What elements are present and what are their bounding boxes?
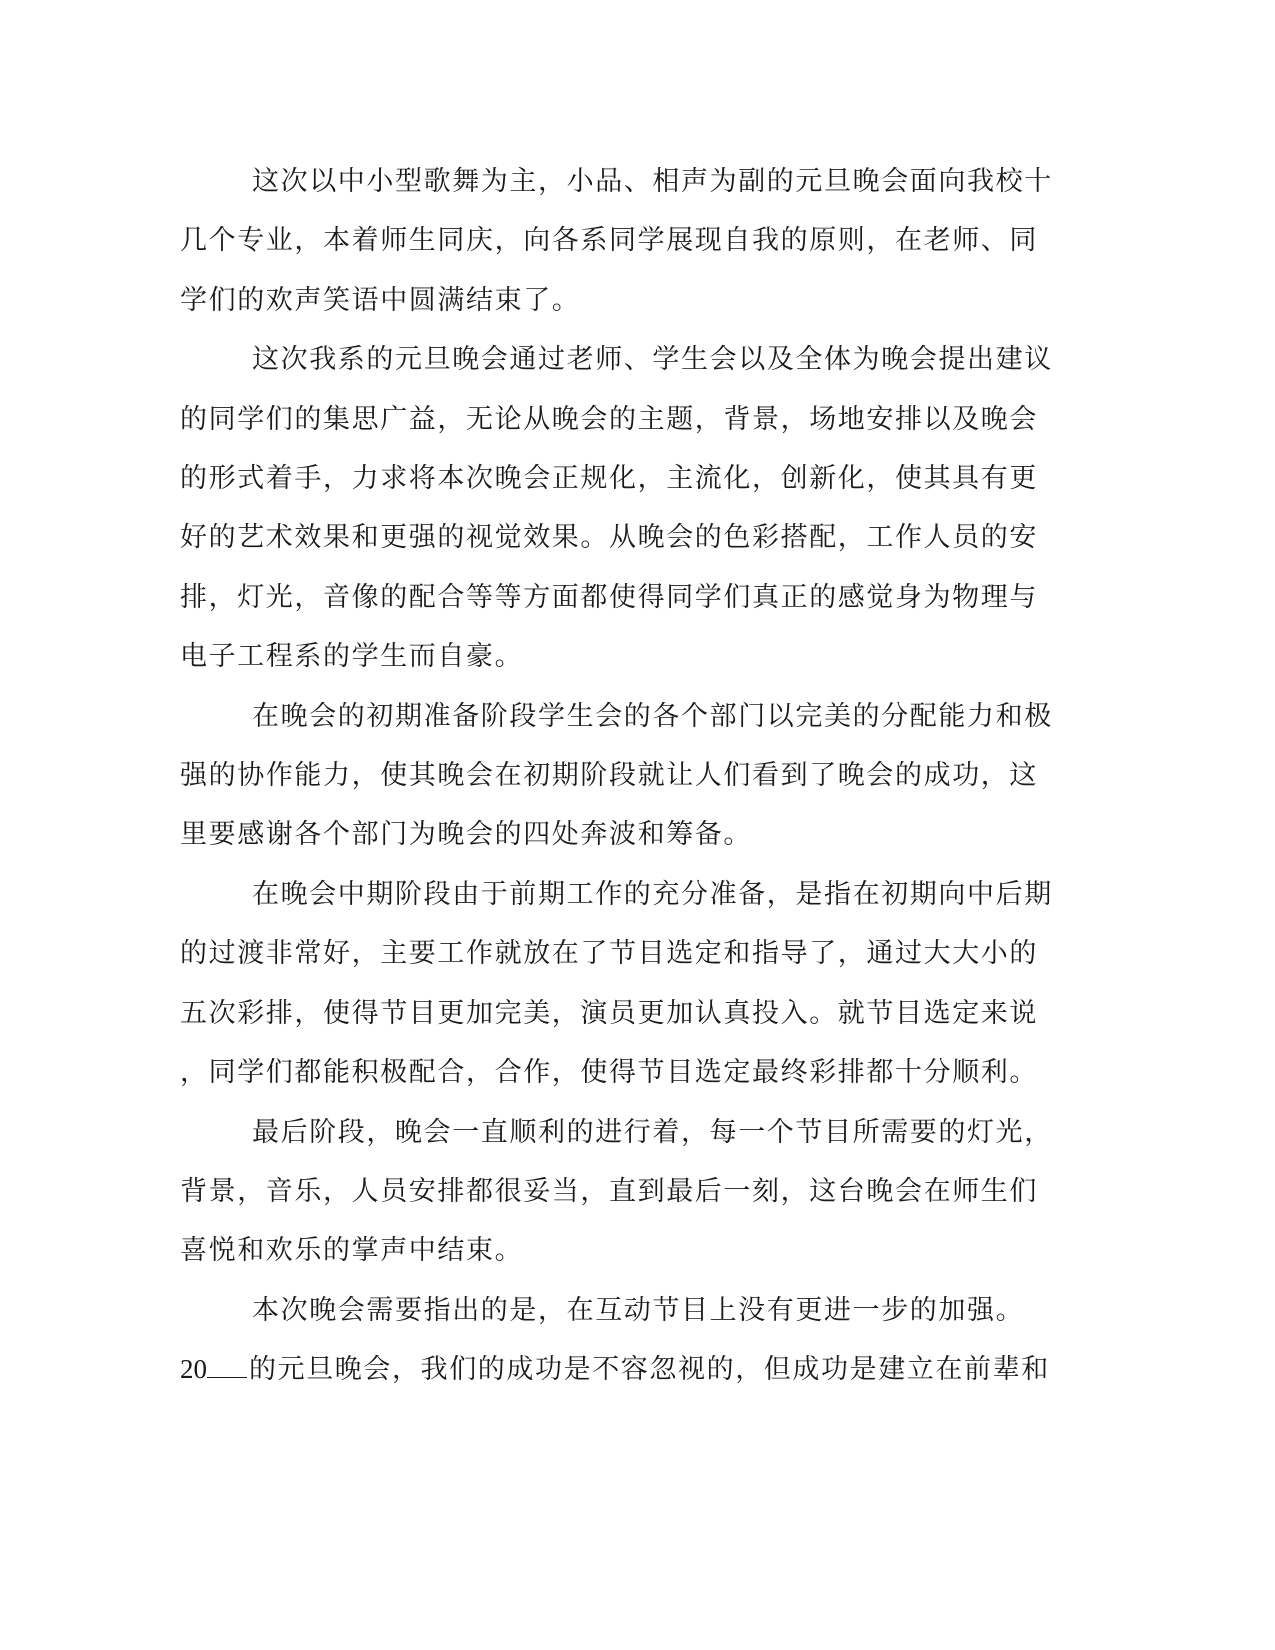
paragraph-line: 这次以中小型歌舞为主，小品、相声为副的元旦晚会面向我校十	[252, 166, 1053, 197]
paragraph-4	[180, 865, 1053, 1103]
paragraph-line: 电子工程系的学生而自豪。	[180, 641, 524, 673]
paragraph-line: 的形式着手，力求将本次晚会正规化，主流化，创新化，使其具有更	[180, 463, 1038, 495]
paragraph-2	[180, 330, 1053, 686]
paragraph-line: 五次彩排，使得节目更加完美，演员更加认真投入。就节目选定来说	[180, 997, 1038, 1029]
paragraph-line: 在晚会中期阶段由于前期工作的充分准备，是指在初期向中后期	[252, 878, 1053, 910]
blank-underline	[207, 1353, 247, 1378]
paragraph-6	[180, 1281, 1050, 1400]
paragraph-line: 在晚会的初期准备阶段学生会的各个部门以完美的分配能力和极	[252, 700, 1053, 732]
paragraph-line: 几个专业，本着师生同庆，向各系同学展现自我的原则，在老师、同	[180, 225, 1038, 257]
paragraph-line: 这次我系的元旦晚会通过老师、学生会以及全体为晚会提出建议	[252, 344, 1053, 376]
paragraph-line: 喜悦和欢乐的掌声中结束。	[180, 1235, 524, 1267]
year-prefix: 20	[180, 1354, 207, 1385]
paragraph-3	[180, 687, 1053, 865]
paragraph-line: 强的协作能力，使其晚会在初期阶段就让人们看到了晚会的成功，这	[180, 760, 1038, 792]
paragraph-line: 本次晚会需要指出的是，在互动节目上没有更进一步的加强。	[252, 1294, 1025, 1326]
document-body	[180, 152, 1053, 1400]
paragraph-line: 的过渡非常好，主要工作就放在了节目选定和指导了，通过大大小的	[180, 938, 1038, 970]
paragraph-line: 好的艺术效果和更强的视觉效果。从晚会的色彩搭配，工作人员的安	[180, 522, 1038, 554]
paragraph-line: 学们的欢声笑语中圆满结束了。	[180, 284, 581, 316]
paragraph-1	[180, 152, 1053, 330]
paragraph-line: ，同学们都能积极配合，合作，使得节目选定最终彩排都十分顺利。	[180, 1057, 1038, 1089]
paragraph-line: 背景，音乐，人员安排都很妥当，直到最后一刻，这台晚会在师生们	[180, 1175, 1038, 1207]
paragraph-last-line	[180, 1340, 1050, 1399]
paragraph-line: 里要感谢各个部门为晚会的四处奔波和筹备。	[180, 819, 752, 851]
paragraph-line: 最后阶段，晚会一直顺利的进行着，每一个节目所需要的灯光，	[252, 1116, 1053, 1148]
last-line-text: 的元旦晚会，我们的成功是不容忽视的，但成功是建立在前辈和	[249, 1354, 1050, 1386]
paragraph-5	[180, 1103, 1053, 1281]
paragraph-line: 的同学们的集思广益，无论从晚会的主题，背景，场地安排以及晚会	[180, 403, 1038, 435]
paragraph-line: 排，灯光，音像的配合等等方面都使得同学们真正的感觉身为物理与	[180, 581, 1038, 613]
